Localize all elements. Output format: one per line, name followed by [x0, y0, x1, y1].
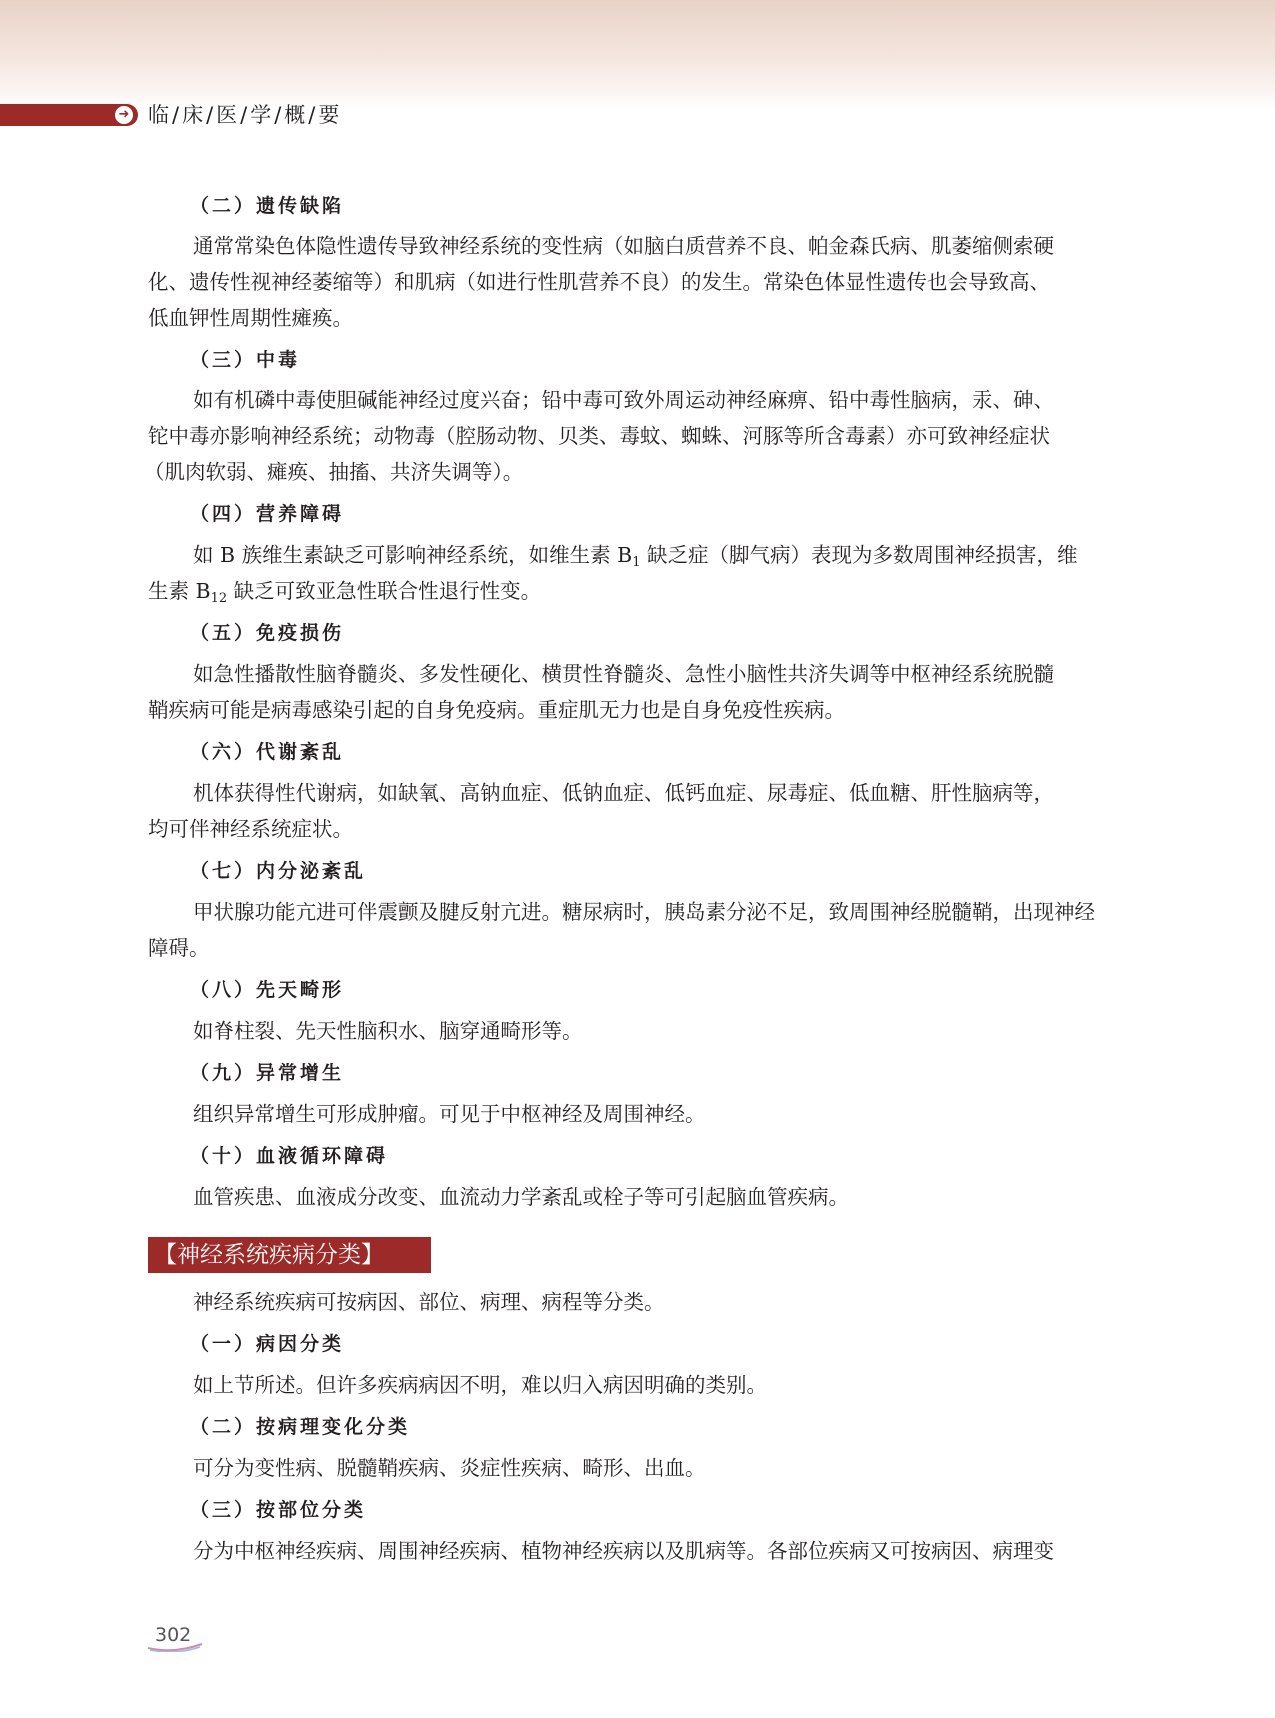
paragraph-line: 机体获得性代谢病，如缺氧、高钠血症、低钠血症、低钙血症、尿毒症、低血糖、肝性脑病等， [193, 781, 1054, 805]
subheading: （六）代谢紊乱 [190, 741, 345, 763]
section-heading: 【神经系统疾病分类】 [148, 1237, 431, 1273]
page-number: 302 [155, 1624, 192, 1646]
subheading: （八）先天畸形 [190, 979, 345, 1001]
paragraph-line: 均可伴神经系统症状。 [148, 817, 353, 841]
subheading: （三）按部位分类 [190, 1499, 367, 1521]
subheading: （五）免疫损伤 [190, 622, 345, 644]
paragraph-line: 障碍。 [148, 936, 210, 960]
paragraph-line: 化、遗传性视神经萎缩等）和肌病（如进行性肌营养不良）的发生。常染色体显性遗传也会导致高、 [148, 270, 1050, 294]
paragraph-line: 鞘疾病可能是病毒感染引起的自身免疫病。重症肌无力也是自身免疫性疾病。 [148, 698, 845, 722]
running-header-title: 临/床/医/学/概/要 [148, 103, 343, 127]
paragraph-line: 如脊柱裂、先天性脑积水、脑穿通畸形等。 [193, 1019, 583, 1043]
subheading: （七）内分泌紊乱 [190, 860, 367, 882]
paragraph-line: 如 B 族维生素缺乏可影响神经系统，如维生素 $B_1$ 缺乏症（脚气病）表现为多数周围神经损害，维 [193, 543, 1078, 570]
paragraph-line: 如有机磷中毒使胆碱能神经过度兴奋；铅中毒可致外周运动神经麻痹、铅中毒性脑病，汞、砷、 [193, 388, 1054, 412]
paragraph-line: 铊中毒亦影响神经系统；动物毒（腔肠动物、贝类、毒蚊、蜘蛛、河豚等所含毒素）亦可致神经症状 [148, 424, 1050, 448]
paragraph-line: 神经系统疾病可按病因、部位、病理、病程等分类。 [193, 1290, 665, 1314]
paragraph-line: 如急性播散性脑脊髓炎、多发性硬化、横贯性脊髓炎、急性小脑性共济失调等中枢神经系统脱髓 [193, 662, 1054, 686]
subheading: （三）中毒 [190, 349, 301, 371]
paragraph-line: 可分为变性病、脱髓鞘疾病、炎症性疾病、畸形、出血。 [193, 1456, 706, 1480]
subheading: （一）病因分类 [190, 1333, 345, 1355]
page-swoosh-icon [146, 1640, 206, 1652]
subheading: （二）遗传缺陷 [190, 195, 345, 217]
paragraph-line: 如上节所述。但许多疾病病因不明，难以归入病因明确的类别。 [193, 1373, 767, 1397]
paragraph-line: 生素 $B_{12}$ 缺乏可致亚急性联合性退行性变。 [148, 579, 542, 606]
subheading: （十）血液循环障碍 [190, 1145, 389, 1167]
subheading: （四）营养障碍 [190, 503, 345, 525]
paragraph-line: 分为中枢神经疾病、周围神经疾病、植物神经疾病以及肌病等。各部位疾病又可按病因、病理变 [193, 1539, 1054, 1563]
paragraph-line: 通常常染色体隐性遗传导致神经系统的变性病（如脑白质营养不良、帕金森氏病、肌萎缩侧索硬 [193, 234, 1054, 258]
subheading: （九）异常增生 [190, 1062, 345, 1084]
subheading: （二）按病理变化分类 [190, 1416, 411, 1438]
paragraph-line: 低血钾性周期性瘫痪。 [148, 306, 353, 330]
paragraph-line: 血管疾患、血液成分改变、血流动力学紊乱或栓子等可引起脑血管疾病。 [193, 1185, 849, 1209]
paragraph-line: （肌肉软弱、瘫痪、抽搐、共济失调等）。 [144, 460, 524, 484]
arrow-right-icon: ➜ [115, 106, 133, 124]
paragraph-line: 组织异常增生可形成肿瘤。可见于中枢神经及周围神经。 [193, 1102, 706, 1126]
paragraph-line: 甲状腺功能亢进可伴震颤及腱反射亢进。糖尿病时，胰岛素分泌不足，致周围神经脱髓鞘，出现神经 [193, 900, 1095, 924]
